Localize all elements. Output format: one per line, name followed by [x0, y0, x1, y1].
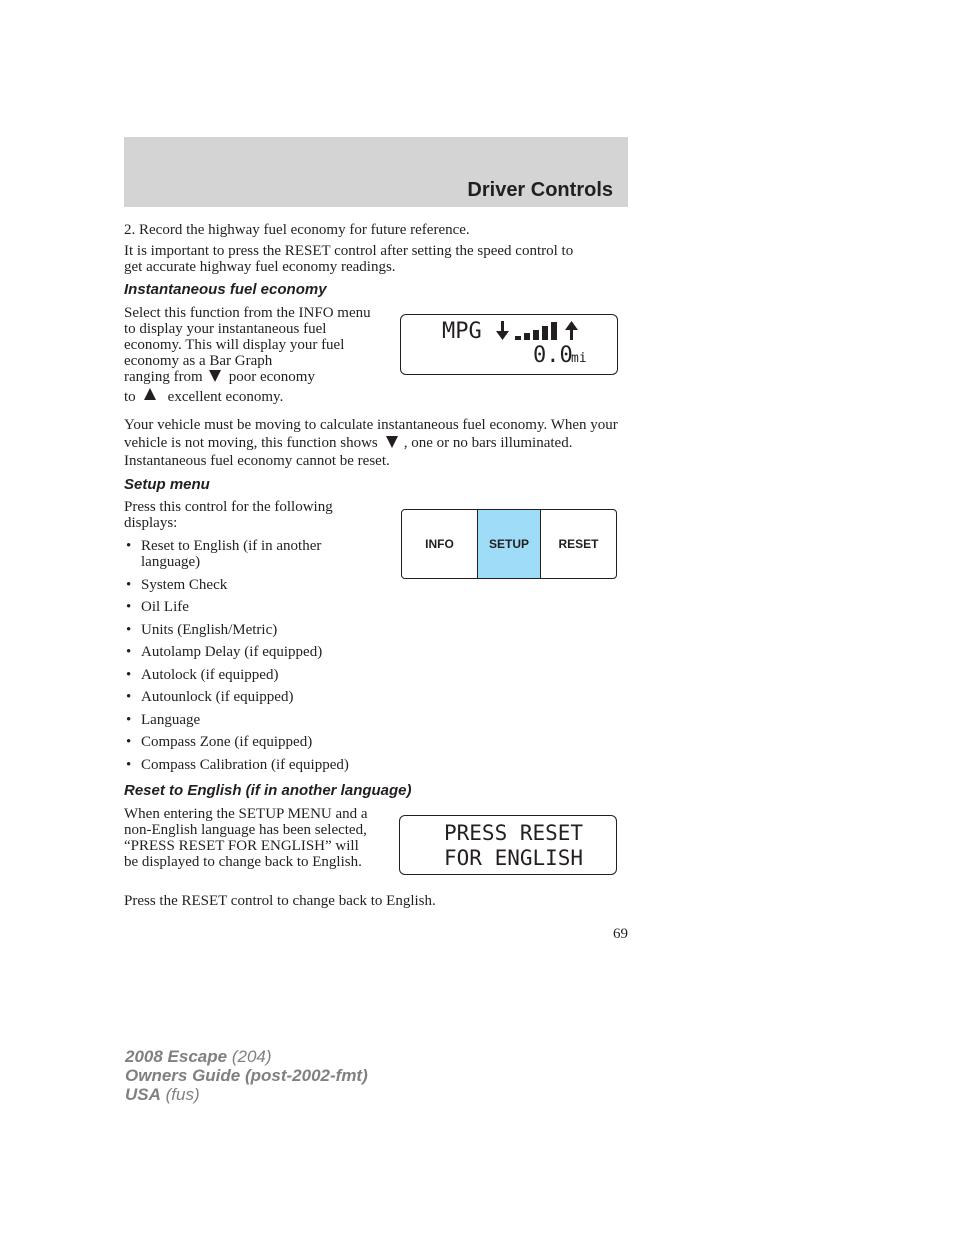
moving-note-text-b: , one or no bars illuminated. Instantaneous fuel economy cannot be reset.	[124, 435, 573, 469]
instantaneous-text: Select this function from the INFO menu to display your instantaneous fuel economy. This will display your fuel economy as a Bar Graph	[124, 305, 371, 369]
bar-graph-up-arrow-icon	[565, 321, 578, 340]
reset-instruction-text: Press the RESET control to change back to English.	[124, 893, 436, 909]
arrow-up-icon	[144, 388, 156, 400]
bar-level-3	[533, 330, 539, 340]
footer-line-3	[125, 1085, 525, 1104]
press-reset-display-panel	[399, 815, 617, 875]
display-line-1: PRESS RESET	[444, 821, 584, 845]
instantaneous-heading: Instantaneous fuel economy	[124, 281, 327, 298]
list-item: • System Check	[124, 577, 384, 593]
document-footer	[125, 1047, 525, 1104]
list-item: • Autolock (if equipped)	[124, 667, 384, 683]
arrow-down-icon	[209, 370, 221, 382]
poor-economy-text: poor economy	[228, 369, 315, 385]
step-2-text: 2. Record the highway fuel economy for future reference.	[124, 222, 470, 238]
list-item: • Compass Calibration (if equipped)	[124, 757, 384, 773]
excellent-economy-text: excellent economy.	[167, 389, 284, 405]
setup-menu-heading: Setup menu	[124, 476, 210, 493]
arrow-down-icon	[386, 436, 398, 448]
reset-english-paragraph: When entering the SETUP MENU and a non-English language has been selected, “PRESS RESET FOR ENGLISH” will be displayed to change back to English.	[124, 806, 368, 870]
footer-guide: Owners Guide (post-2002-fmt)	[125, 1066, 368, 1085]
info-button[interactable]: INFO	[425, 537, 454, 551]
footer-line-1	[125, 1047, 525, 1066]
reset-note-paragraph: It is important to press the RESET control after setting the speed control to get accurate highway fuel economy readings.	[124, 243, 574, 275]
ranging-text: ranging from	[124, 369, 203, 385]
mpg-display-panel	[400, 314, 618, 375]
display-line-2: FOR ENGLISH	[444, 846, 584, 870]
setup-intro-text: Press this control for the following displays:	[124, 499, 333, 531]
list-item: • Autounlock (if equipped)	[124, 689, 384, 705]
mpg-label: MPG	[442, 319, 482, 344]
bar-level-5	[551, 322, 557, 340]
section-title: Driver Controls	[467, 179, 613, 201]
reset-english-heading: Reset to English (if in another language)	[124, 782, 412, 799]
footer-model: 2008 Escape	[125, 1047, 228, 1066]
list-item: • Autolamp Delay (if equipped)	[124, 644, 384, 660]
page-number: 69	[613, 926, 628, 942]
footer-market: USA	[125, 1085, 161, 1104]
reset-button[interactable]: RESET	[558, 537, 599, 551]
setup-button[interactable]: SETUP	[477, 510, 541, 578]
bar-level-1	[515, 336, 521, 340]
mpg-unit: mi	[571, 351, 587, 366]
footer-market-code: (fus)	[165, 1085, 200, 1104]
list-item: • Units (English/Metric)	[124, 622, 384, 638]
footer-line-2	[125, 1066, 525, 1085]
list-item: • Oil Life	[124, 599, 384, 615]
bar-level-4	[542, 326, 548, 340]
section-header-band	[124, 137, 628, 207]
list-item: • Compass Zone (if equipped)	[124, 734, 384, 750]
list-item: • Reset to English (if in another language)	[124, 538, 384, 570]
bar-graph-down-arrow-icon	[496, 321, 509, 340]
control-button-panel	[401, 509, 617, 579]
to-text: to	[124, 389, 136, 405]
moving-note-paragraph	[124, 416, 630, 470]
mpg-value: 0.0	[533, 343, 573, 368]
fuel-bar-graph	[495, 320, 585, 344]
list-item: • Language	[124, 712, 384, 728]
instantaneous-paragraph	[124, 305, 376, 405]
setup-items-list	[124, 538, 384, 773]
moving-note-text-a: Your vehicle must be moving to calculate instantaneous fuel economy. When your vehicle is not moving, this function shows	[124, 417, 618, 451]
bar-level-2	[524, 333, 530, 340]
footer-model-code: (204)	[231, 1047, 272, 1066]
setup-items-list-wrapper	[124, 538, 384, 779]
